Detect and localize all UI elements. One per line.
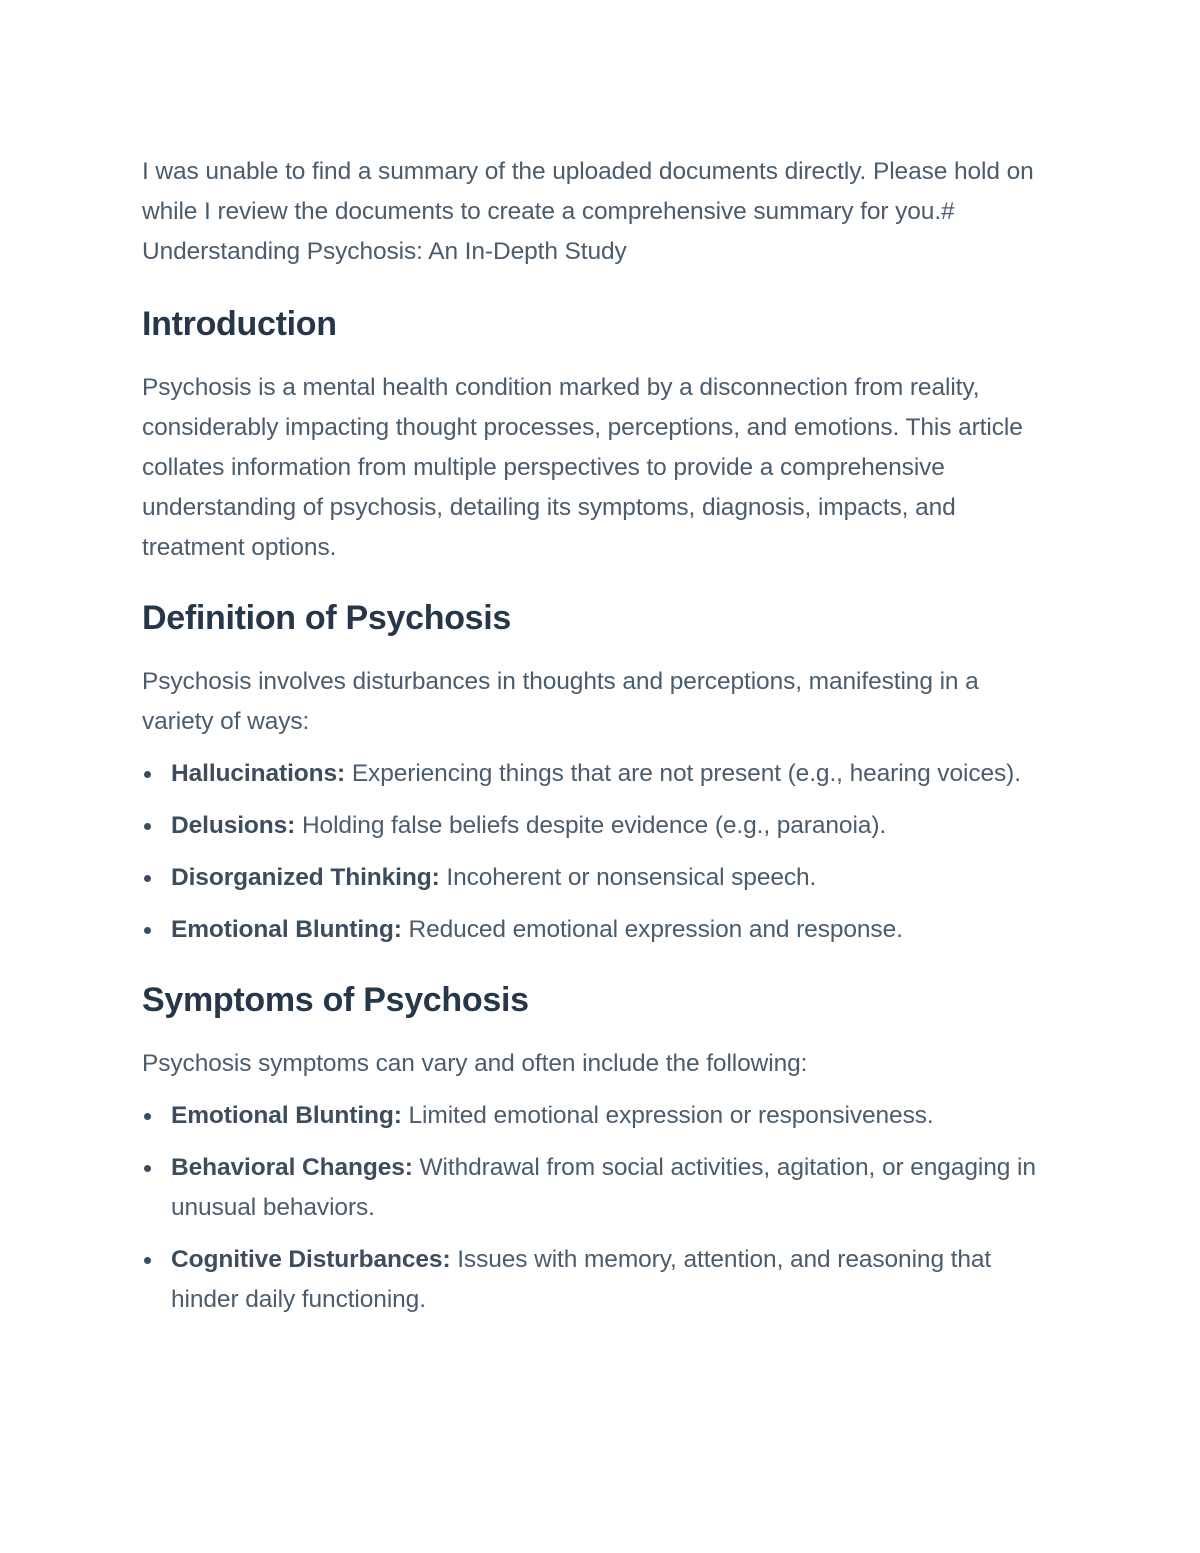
section-paragraph: Psychosis is a mental health condition marked by a disconnection from reality, considerably impacting thought processes, perceptions, and emotions. This article collates information from multiple perspectives to provide a comprehensive understanding of psychosis, detailing its symptoms, diagnosis, impacts, and treatment options. — [142, 374, 1023, 561]
list-item — [142, 1096, 1052, 1136]
list-item-text: Reduced emotional expression and response. — [401, 916, 903, 943]
symptoms-list — [142, 1096, 1052, 1320]
bullet-icon — [144, 1165, 151, 1172]
list-item-text: Experiencing things that are not present (e.g., hearing voices). — [345, 760, 1021, 787]
bullet-icon — [144, 1113, 151, 1120]
bullet-icon — [144, 927, 151, 934]
intro-paragraph: I was unable to find a summary of the uploaded documents directly. Please hold on while I review the documents to create a comprehensive summary for you.# Understanding Psychosis: An In-Depth Study — [142, 158, 1034, 265]
list-item-term: Emotional Blunting: — [171, 916, 402, 943]
list-item — [142, 754, 1052, 794]
list-item-text: Limited emotional expression or responsiveness. — [401, 1102, 934, 1129]
section-heading: Introduction — [142, 305, 337, 343]
bullet-icon — [144, 1257, 151, 1264]
definition-list — [142, 754, 1052, 950]
bullet-icon — [144, 875, 151, 882]
section-paragraph: Psychosis involves disturbances in thoughts and perceptions, manifesting in a variety of ways: — [142, 668, 979, 735]
bullet-icon — [144, 823, 151, 830]
list-item-term: Emotional Blunting: — [171, 1102, 402, 1129]
section-heading: Definition of Psychosis — [142, 599, 512, 637]
list-item-term: Cognitive Disturbances: — [171, 1246, 451, 1273]
section-paragraph: Psychosis symptoms can vary and often include the following: — [142, 1050, 808, 1077]
list-item-term: Hallucinations: — [171, 760, 346, 787]
list-item — [142, 1240, 1052, 1320]
list-item — [142, 1148, 1052, 1228]
list-item-term: Delusions: — [171, 812, 296, 839]
list-item-text: Issues with memory, attention, and reasoning that hinder daily functioning. — [171, 1246, 992, 1313]
section-heading: Symptoms of Psychosis — [142, 981, 529, 1019]
bullet-icon — [144, 771, 151, 778]
list-item-term: Behavioral Changes: — [171, 1154, 413, 1181]
list-item-text: Incoherent or nonsensical speech. — [439, 864, 817, 891]
list-item-term: Disorganized Thinking: — [171, 864, 440, 891]
list-item-text: Holding false beliefs despite evidence (e.g., paranoia). — [295, 812, 887, 839]
list-item — [142, 806, 1052, 846]
list-item — [142, 858, 1052, 898]
document-page — [142, 152, 1052, 1348]
section-introduction — [142, 302, 1052, 568]
list-item-text: Withdrawal from social activities, agitation, or engaging in unusual behaviors. — [171, 1154, 1036, 1221]
section-symptoms — [142, 978, 1052, 1320]
section-definition — [142, 596, 1052, 950]
list-item — [142, 910, 1052, 950]
